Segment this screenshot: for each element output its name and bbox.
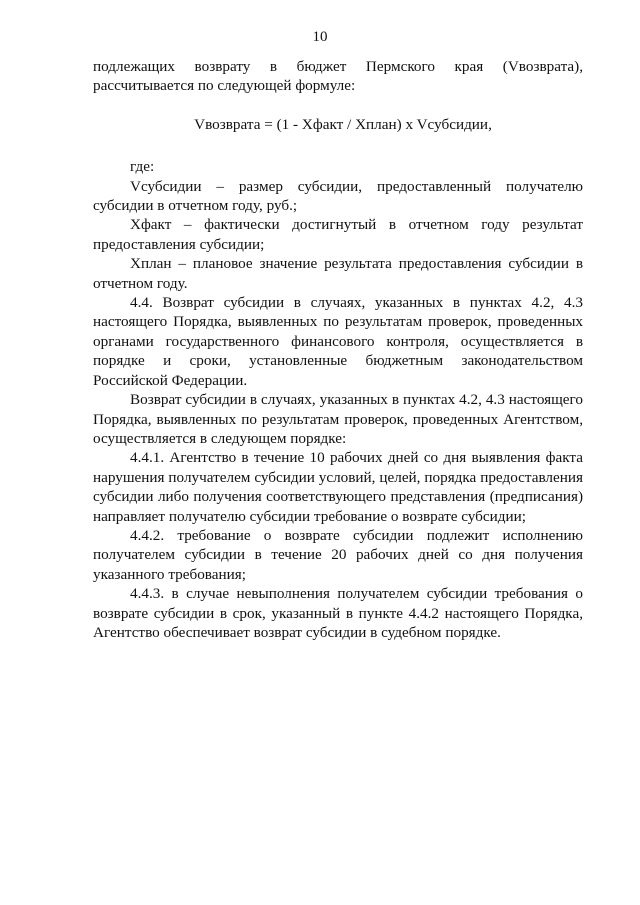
paragraph-continuation: подлежащих возврату в бюджет Пермского края (Vвозврата), рассчитывается по следующей формуле:: [93, 58, 583, 95]
page-number: 10: [312, 29, 328, 45]
paragraph-4-4-2: 4.4.2. требование о возврате субсидии подлежит исполнению получателем субсидии в течение 20 рабочих дней со дня получения указанного требования;: [93, 526, 583, 583]
paragraph-4-4-3: 4.4.3. в случае невыполнения получателем субсидии требования о возврате субсидии в срок, указанный в пункте 4.4.2 настоящего Порядка, Агентство обеспечивает возврат субсидии в судебном порядке.: [93, 585, 583, 641]
document-body: [93, 57, 583, 642]
formula: Vвозврата = (1 - Xфакт / Xплан) x Vсубсидии,: [194, 115, 492, 133]
definition-x-fact: Xфакт – фактически достигнутый в отчетном году результат предоставления субсидии;: [93, 216, 583, 253]
definition-v-subsidy: Vсубсидии – размер субсидии, предоставленный получателю субсидии в отчетном году, руб.;: [93, 177, 583, 215]
paragraph-where: где:: [130, 158, 155, 176]
paragraph-4-4: 4.4. Возврат субсидии в случаях, указанных в пунктах 4.2, 4.3 настоящего Порядка, выявленных по результатам проверок, проведенных органами государственного финансового контроля, осуществляется в порядке и сроки, установленные бюджетным законодательством Российской Федерации.: [93, 294, 583, 389]
definition-x-plan: Xплан – плановое значение результата предоставления субсидии в отчетном году.: [93, 255, 583, 292]
paragraph-return-agency: Возврат субсидии в случаях, указанных в пунктах 4.2, 4.3 настоящего Порядка, выявленных по результатам проверок, проведенных Агентством, осуществляется в следующем порядке:: [93, 391, 583, 447]
paragraph-4-4-1: 4.4.1. Агентство в течение 10 рабочих дней со дня выявления факта нарушения получателем субсидии условий, целей, порядка предоставления субсидии либо получения соответствующего представления (предписания) направляет получателю субсидии требование о возврате субсидии;: [93, 449, 583, 525]
